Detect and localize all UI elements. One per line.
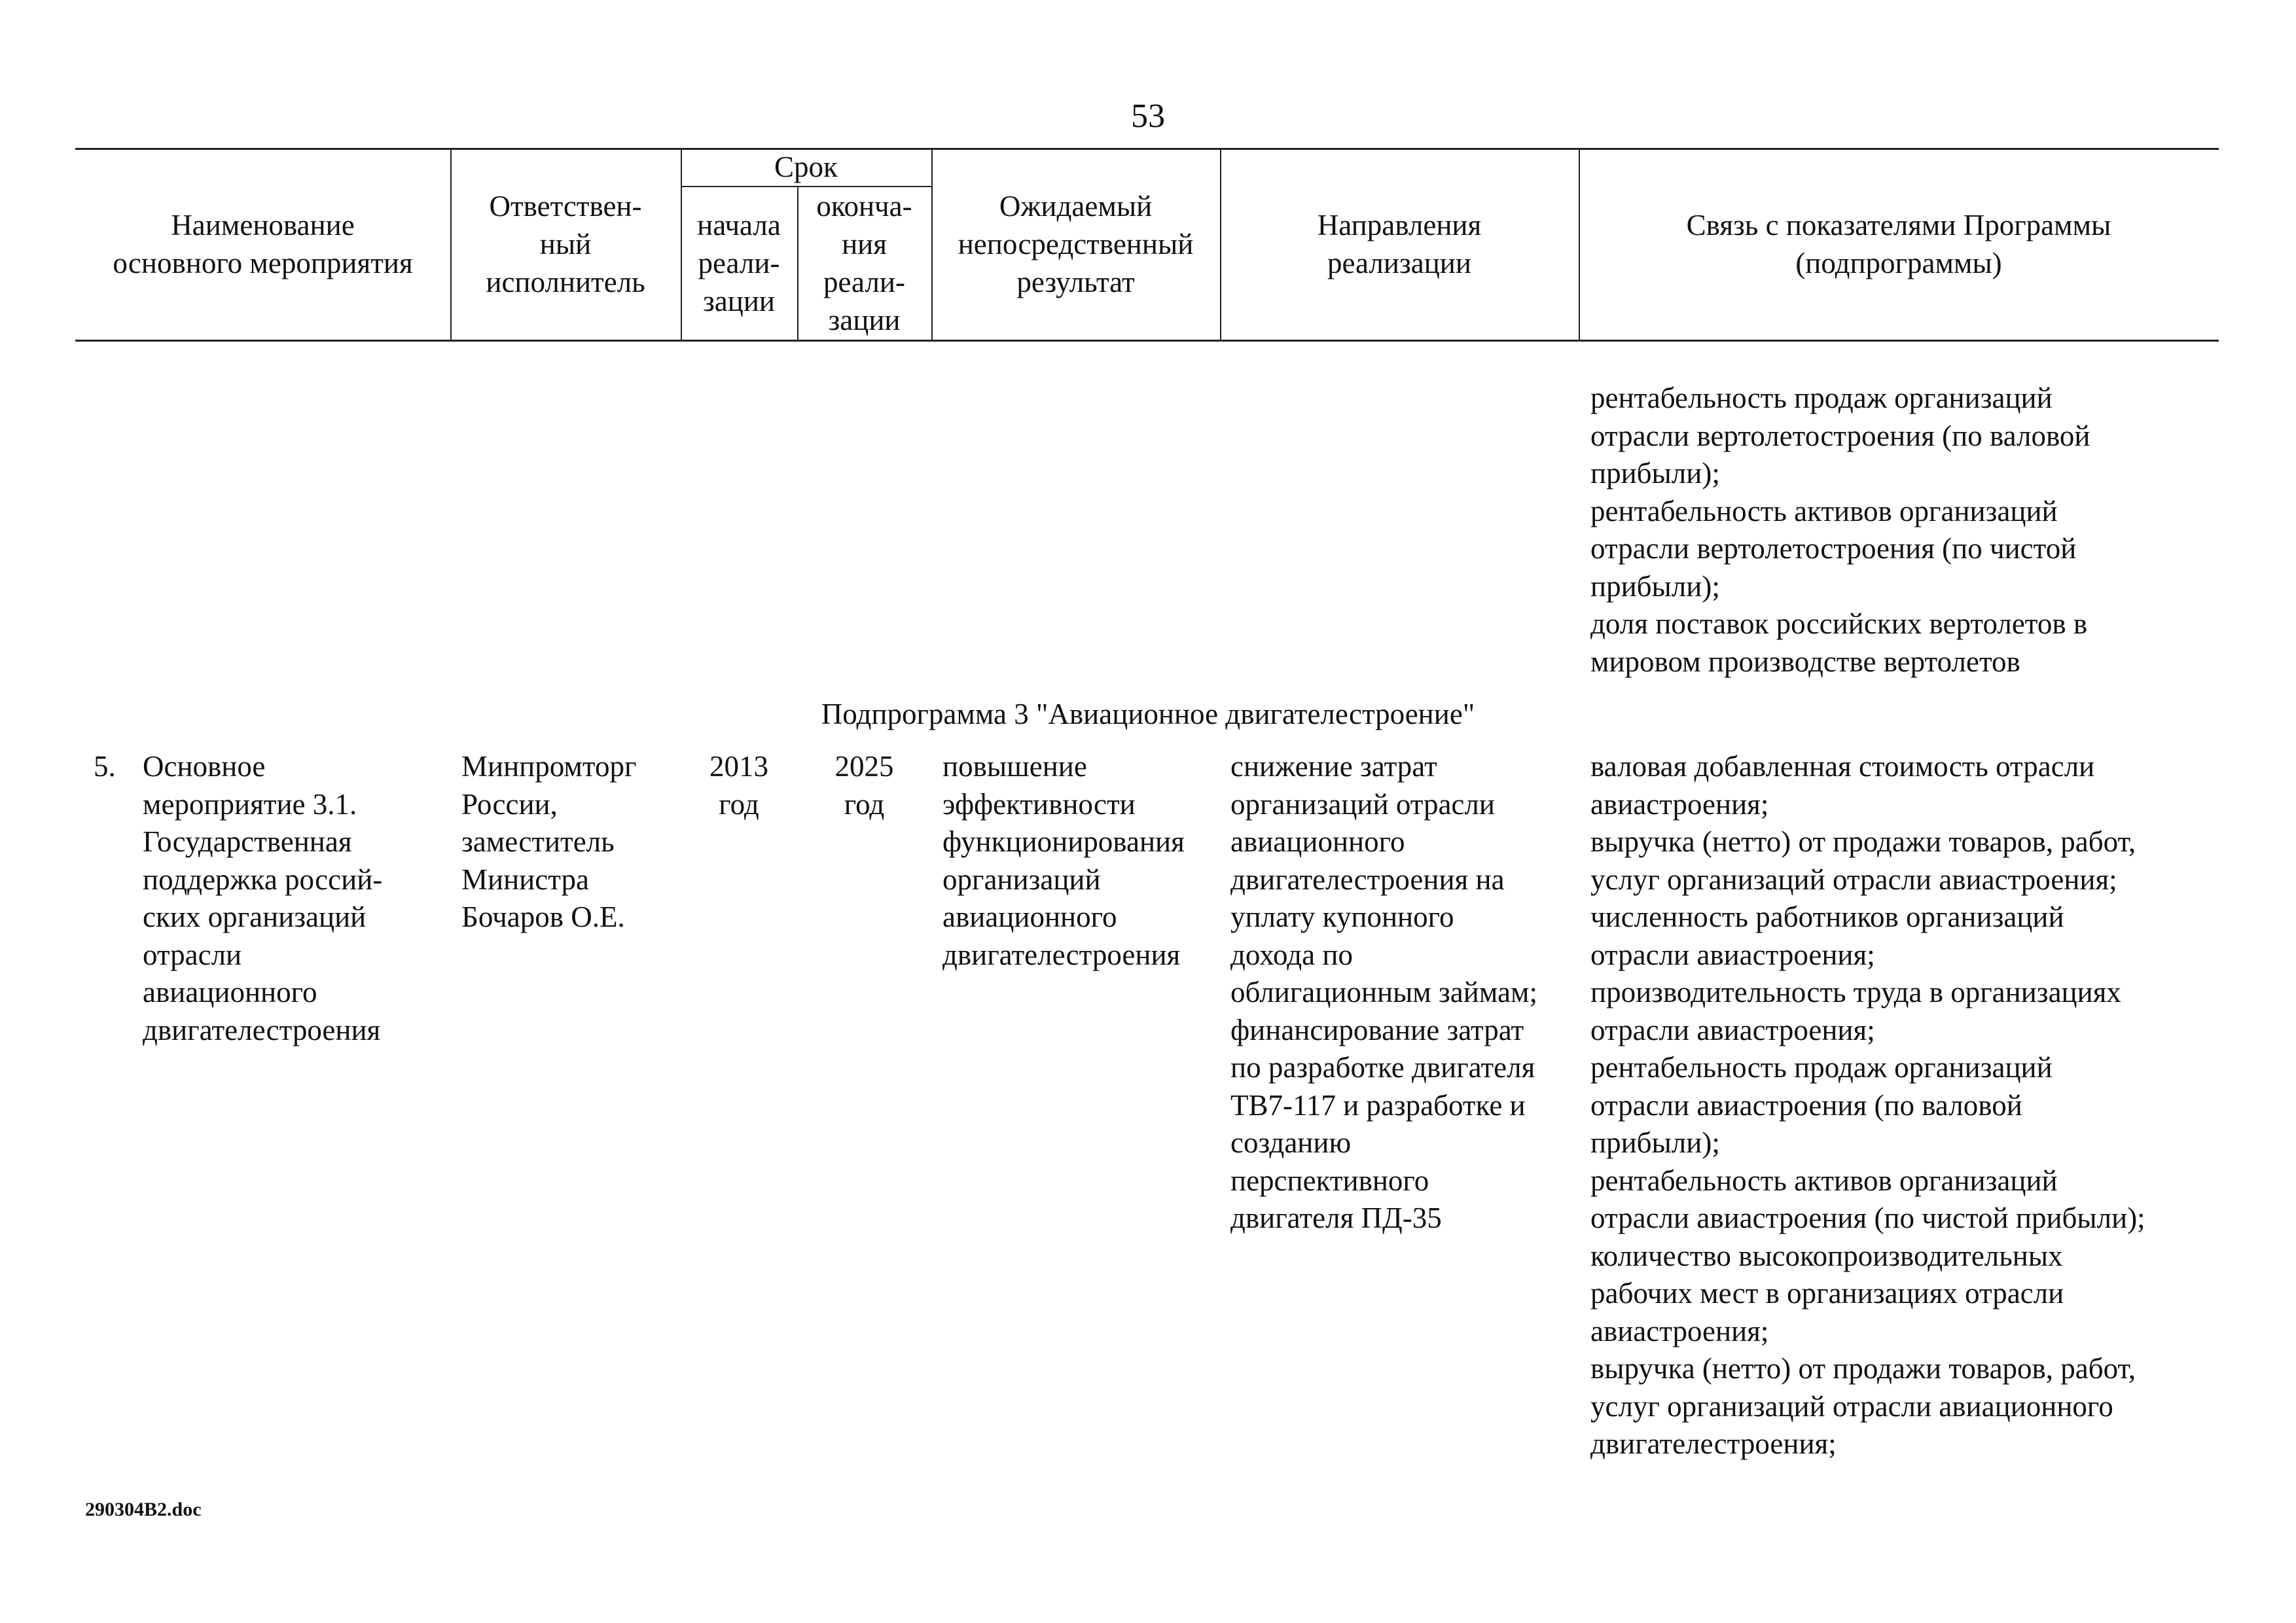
header-term: Срок [774, 151, 838, 183]
header-responsible: Ответствен- ный исполнитель [486, 189, 645, 298]
header-indicators-link: Связь с показателями Программы (подпрограммы) [1686, 208, 2111, 279]
header-start: начала реали- зации [697, 208, 781, 317]
row-responsible: Минпромторг России, заместитель Министра Бочаров О.Е. [461, 750, 637, 933]
row-indicators: валовая добавленная стоимость отрасли авиастроения; выручка (нетто) от продажи товаров, работ, услуг организаций отрасли авиастроения; численность работников организаций отрасли авиастроения; производительность труда в организациях отрасли авиастроения; рентабельность продаж организаций отрасли авиастроения (по валовой прибыли); рентабельность активов организаций отрасли авиастроения (по чистой прибыли); количество высокопроизводительных рабочих мест в организациях отрасли авиастроения; выручка (нетто) от продажи товаров, работ, услуг организаций отрасли авиационного двигателестроения; [1590, 750, 2145, 1460]
document-id: 290304B2.doc [85, 1499, 202, 1520]
table-header-bottom-rule [75, 340, 2219, 342]
row-measure-name: Основное мероприятие 3.1. Государственная поддержка россий- ских организаций отрасли авиационного двигателестроения [143, 750, 383, 1046]
header-name: Наименование основного мероприятия [113, 208, 413, 279]
header-end: оконча- ния реали- зации [816, 189, 912, 336]
row-expected-result: повышение эффективности функционирования организаций авиационного двигателестроения [942, 750, 1185, 971]
continued-indicators: рентабельность продаж организаций отрасли вертолетостроения (по валовой прибыли); рентабельность активов организаций отрасли вертолетостроения (по чистой прибыли); доля поставок российских вертолетов в мировом производстве вертолетов [1590, 382, 2090, 678]
header-directions: Направления реализации [1317, 208, 1482, 279]
row-end-year: 2025 год [834, 750, 894, 821]
page-number: 53 [1131, 98, 1165, 135]
subprogram-title: Подпрограмма 3 "Авиационное двигателестроение" [821, 698, 1475, 730]
header-expected-result: Ожидаемый непосредственный результат [958, 189, 1194, 298]
row-start-year: 2013 год [709, 750, 768, 821]
row-number: 5. [94, 750, 116, 783]
row-directions: снижение затрат организаций отрасли авиационного двигателестроения на уплату купонного дохода по облигационным займам; финансирование затрат по разработке двигателя ТВ7-117 и разработке и созданию перспективного двигателя ПД-35 [1230, 750, 1537, 1234]
